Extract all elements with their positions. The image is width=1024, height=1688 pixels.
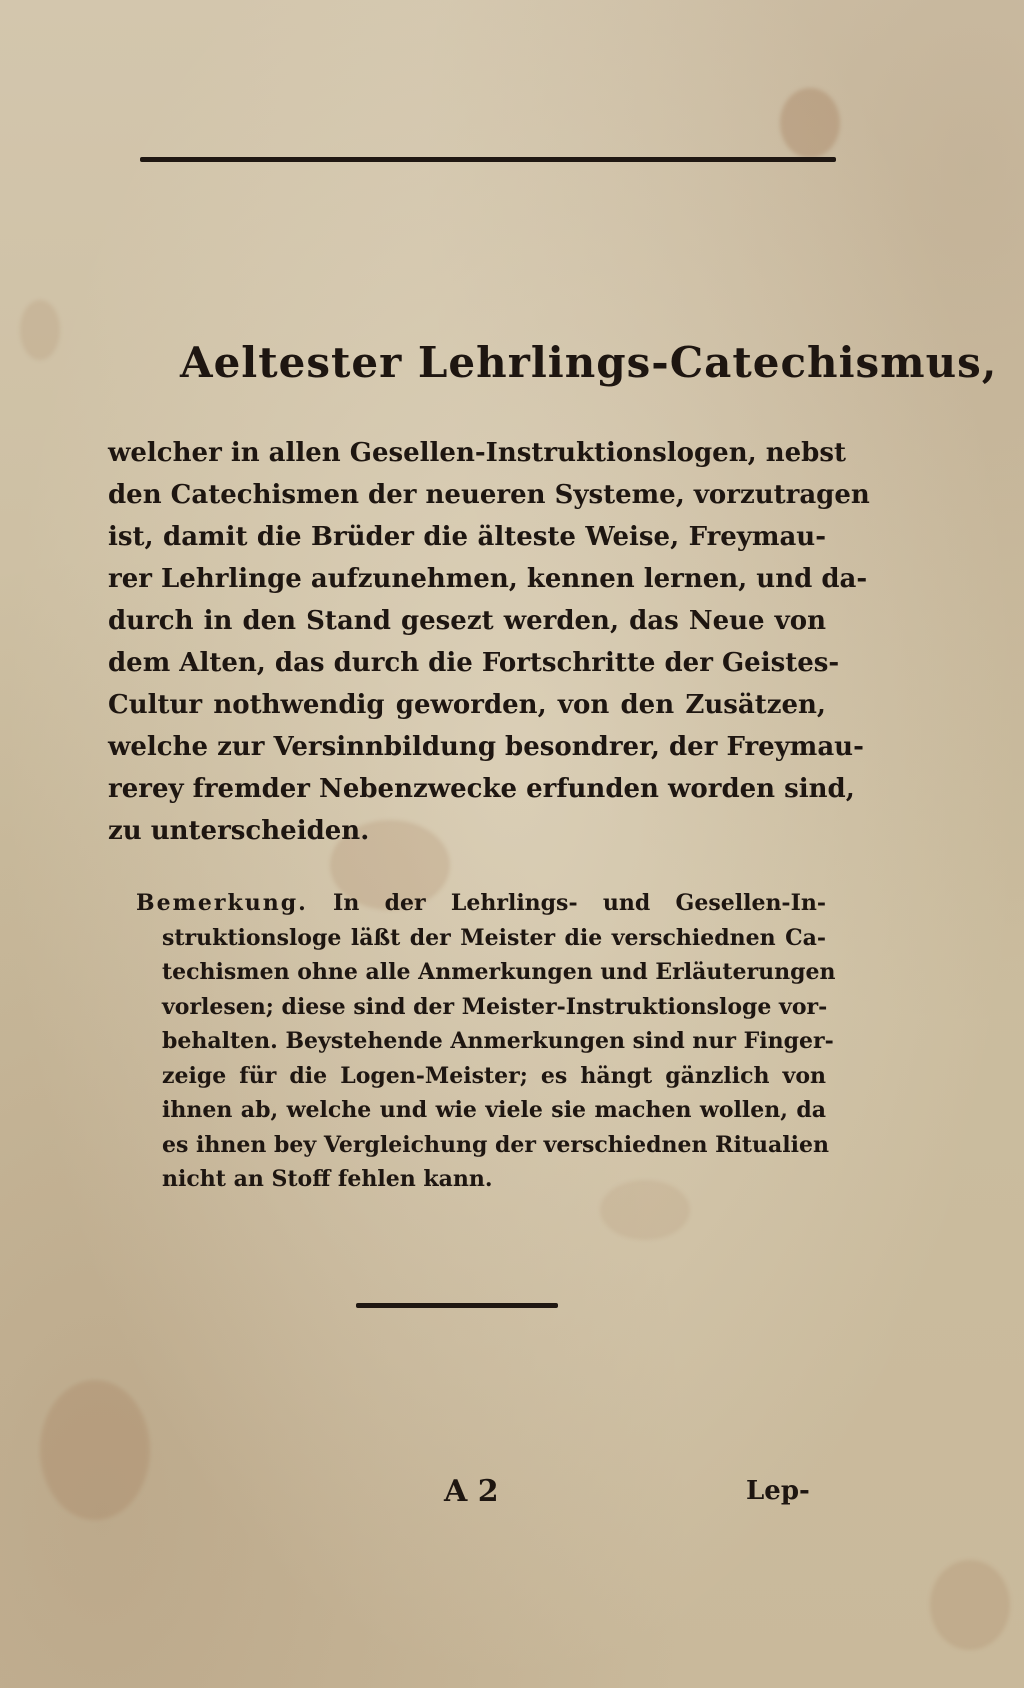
catchword: Lep- bbox=[746, 1476, 810, 1506]
remark-paragraph bbox=[136, 886, 836, 1197]
intro-line: dem Alten, das durch die Fortschritte der Geistes- bbox=[108, 648, 840, 678]
intro-line: welche zur Versinnbildung besondrer, der Freymau- bbox=[108, 732, 864, 762]
signature-mark: A 2 bbox=[444, 1474, 499, 1509]
intro-line: ist, damit die Brüder die älteste Weise, Freymau- bbox=[108, 522, 826, 552]
intro-line: rerey fremder Nebenzwecke erfunden worden sind, bbox=[108, 774, 855, 804]
page-title: Aeltester Lehrlings-Catechismus, bbox=[180, 338, 998, 387]
remark-line: es ihnen bey Vergleichung der verschiednen Ritualien bbox=[162, 1131, 829, 1158]
remark-line: zeige für die Logen-Meister; es hängt gänzlich von bbox=[162, 1062, 826, 1089]
foxing-stain bbox=[20, 300, 60, 360]
intro-line: welcher in allen Gesellen-Instruktionslogen, nebst bbox=[108, 438, 846, 468]
intro-line: zu unterscheiden. bbox=[108, 816, 370, 846]
intro-line: durch in den Stand gesezt werden, das Neue von bbox=[108, 606, 826, 636]
remark-line: ihnen ab, welche und wie viele sie machen wollen, da bbox=[162, 1097, 826, 1123]
remark-label: Bemerkung. bbox=[136, 890, 308, 916]
intro-line: rer Lehrlinge aufzunehmen, kennen lernen, und da- bbox=[108, 564, 868, 594]
remark-line: behalten. Beystehende Anmerkungen sind nur Finger- bbox=[162, 1028, 834, 1054]
bottom-rule bbox=[356, 1303, 558, 1308]
top-rule bbox=[140, 157, 836, 162]
remark-line: nicht an Stoff fehlen kann. bbox=[162, 1166, 493, 1192]
foxing-stain bbox=[930, 1560, 1010, 1650]
intro-paragraph bbox=[108, 432, 870, 852]
foxing-stain bbox=[780, 88, 840, 158]
remark-line: struktionsloge läßt der Meister die verschiednen Ca- bbox=[162, 924, 826, 951]
remark-first-line bbox=[136, 886, 826, 921]
remark-first-line-text: In der Lehrlings- und Gesellen-In- bbox=[333, 890, 826, 916]
remark-line: techismen ohne alle Anmerkungen und Erläuterungen bbox=[162, 959, 836, 985]
foxing-stain bbox=[40, 1380, 150, 1520]
intro-line: Cultur nothwendig geworden, von den Zusätzen, bbox=[108, 690, 826, 720]
intro-line: den Catechismen der neueren Systeme, vorzutragen bbox=[108, 480, 870, 510]
remark-line: vorlesen; diese sind der Meister-Instruktionsloge vor- bbox=[162, 993, 828, 1020]
